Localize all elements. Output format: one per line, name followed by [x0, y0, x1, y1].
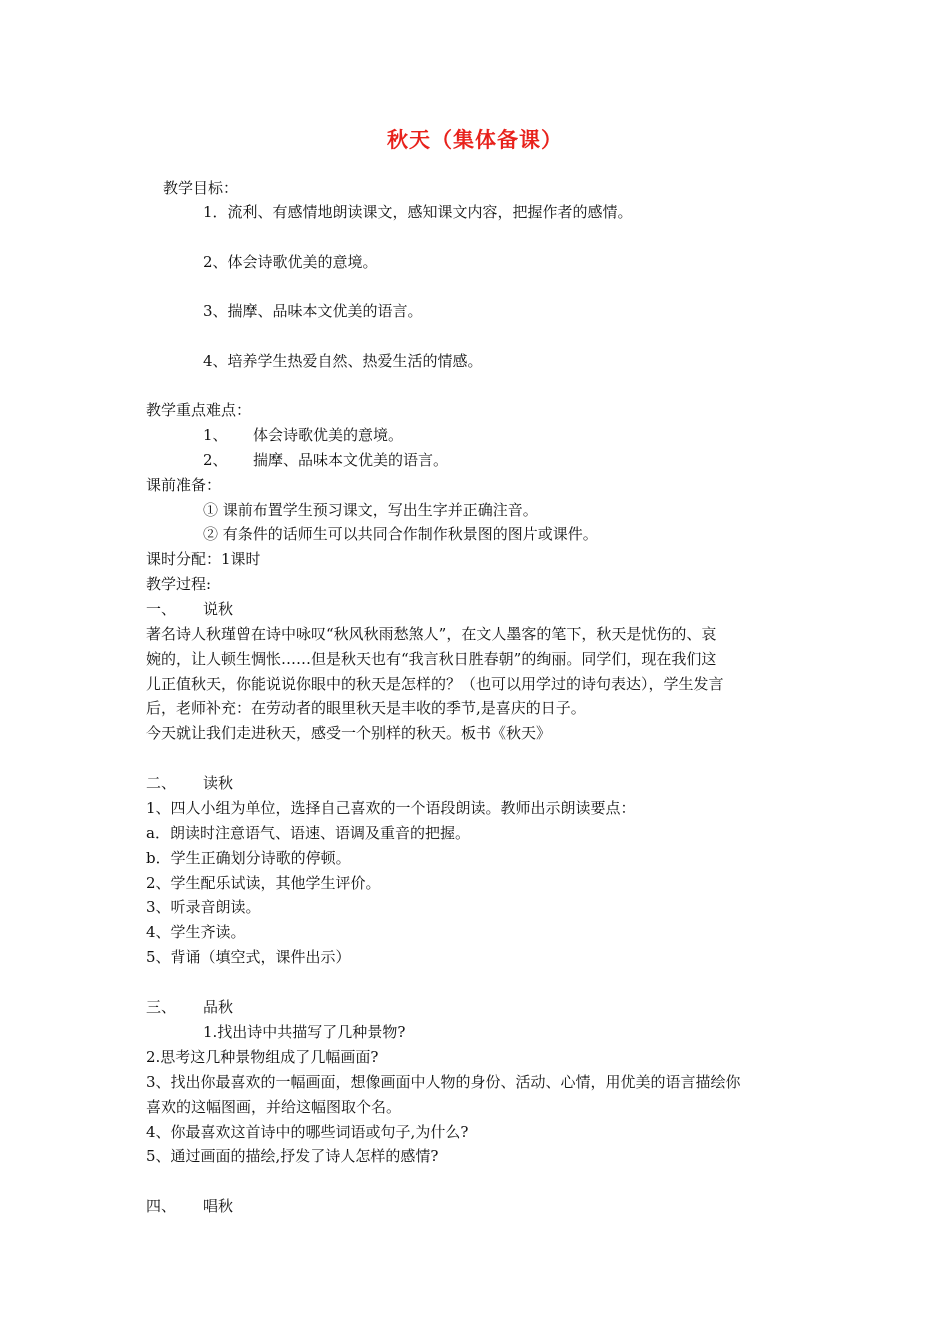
section-number: 一、	[146, 600, 177, 618]
page-title: 秋天（集体备课）	[387, 128, 563, 152]
list-item: 3、找出你最喜欢的一幅画面，想像画面中人物的身份、活动、心情，用优美的语言描绘你	[146, 1073, 741, 1091]
list-item: 2.思考这几种景物组成了几幅画面?	[146, 1048, 379, 1066]
paragraph-line: 著名诗人秋瑾曾在诗中咏叹“秋风秋雨愁煞人”，在文人墨客的笔下，秋天是忧伤的、哀	[146, 625, 717, 643]
list-item: a．朗读时注意语气、语速、语调及重音的把握。	[146, 824, 470, 842]
preparation-item: ① 课前布置学生预习课文，写出生字并正确注音。	[203, 501, 538, 519]
preparation-item: ② 有条件的话师生可以共同合作制作秋景图的图片或课件。	[203, 525, 598, 543]
key-point-item	[203, 449, 448, 471]
list-item: 喜欢的这幅图画，并给这幅图取个名。	[146, 1098, 402, 1116]
key-point-number: 2、	[203, 451, 228, 469]
paragraph-line: 婉的，让人顿生惆怅……但是秋天也有“我言秋日胜春朝”的绚丽。同学们，现在我们这	[146, 650, 717, 668]
section-title: 读秋	[203, 774, 234, 792]
section-number: 二、	[146, 774, 177, 792]
section-heading	[146, 772, 233, 794]
key-point-text: 体会诗歌优美的意境。	[253, 426, 404, 444]
section-number: 四、	[146, 1197, 177, 1215]
objective-item: 4、培养学生热爱自然、热爱生活的情感。	[203, 352, 483, 370]
list-item: 4、学生齐读。	[146, 923, 246, 941]
preparation-heading: 课前准备：	[146, 476, 222, 494]
list-item: b．学生正确划分诗歌的停顿。	[146, 849, 351, 867]
list-item: 4、你最喜欢这首诗中的哪些词语或句子,为什么?	[146, 1123, 469, 1141]
section-heading	[146, 598, 233, 620]
list-item: 2、学生配乐试读，其他学生评价。	[146, 874, 381, 892]
key-point-text: 揣摩、品味本文优美的语言。	[253, 451, 449, 469]
section-title: 品秋	[203, 998, 234, 1016]
section-title: 唱秋	[203, 1197, 234, 1215]
paragraph-line: 今天就让我们走进秋天，感受一个别样的秋天。板书《秋天》	[146, 724, 552, 742]
section-number: 三、	[146, 998, 177, 1016]
key-points-heading: 教学重点难点：	[146, 401, 252, 419]
key-point-number: 1、	[203, 426, 228, 444]
paragraph-line: 儿正值秋天，你能说说你眼中的秋天是怎样的？（也可以用学过的诗句表达），学生发言	[146, 675, 724, 693]
objective-item: 3、揣摩、品味本文优美的语言。	[203, 302, 423, 320]
section-heading	[146, 996, 233, 1018]
list-item: 3、听录音朗读。	[146, 898, 261, 916]
objective-item: 1．流利、有感情地朗读课文，感知课文内容，把握作者的感情。	[203, 203, 633, 221]
list-item: 1、四人小组为单位，选择自己喜欢的一个语段朗读。教师出示朗读要点：	[146, 799, 636, 817]
objectives-heading: 教学目标：	[163, 179, 239, 197]
objective-item: 2、体会诗歌优美的意境。	[203, 253, 378, 271]
paragraph-line: 后，老师补充：在劳动者的眼里秋天是丰收的季节,是喜庆的日子。	[146, 699, 586, 717]
process-heading: 教学过程:	[146, 575, 212, 593]
section-heading	[146, 1195, 233, 1217]
list-item: 5、背诵（填空式，课件出示）	[146, 948, 351, 966]
time-allocation: 课时分配：1课时	[146, 550, 261, 568]
list-item: 5、通过画面的描绘,抒发了诗人怎样的感情?	[146, 1147, 439, 1165]
key-point-item	[203, 424, 403, 446]
section-title: 说秋	[203, 600, 234, 618]
list-item: 1.找出诗中共描写了几种景物?	[203, 1023, 406, 1041]
